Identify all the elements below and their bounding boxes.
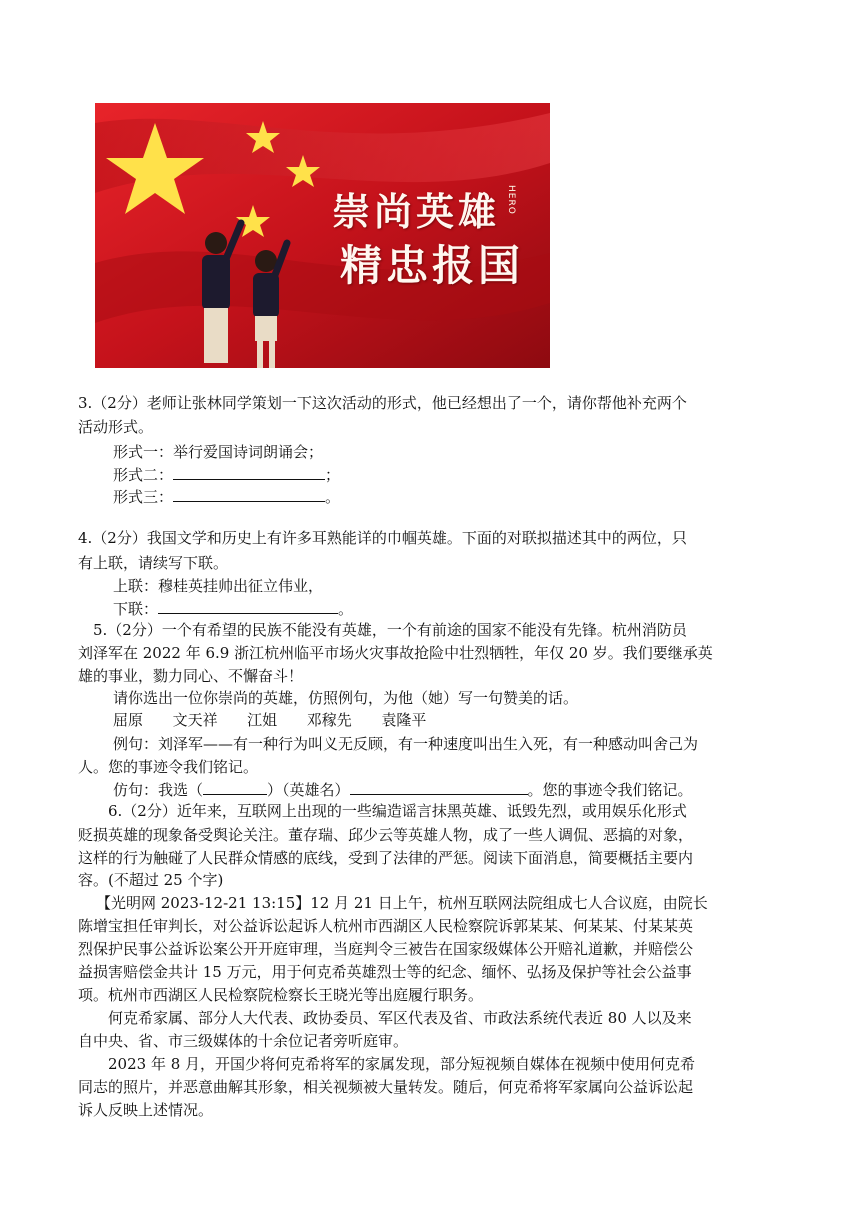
q3-form-2-end: ； xyxy=(325,466,341,484)
hero-name: 邓稼先 xyxy=(306,711,352,729)
hero-poster-image xyxy=(95,103,550,368)
q5-choice-blank[interactable] xyxy=(203,777,267,795)
q3-form-3-end: 。 xyxy=(325,488,341,506)
q4-lower-label: 下联： xyxy=(113,600,159,618)
slogan-line-1: 崇尚英雄 xyxy=(331,189,500,234)
q3-form-3-blank[interactable] xyxy=(173,484,325,502)
q5-sentence-blank[interactable] xyxy=(350,777,528,795)
q6-line-3: 这样的行为触碰了人民群众情感的底线，受到了法律的严惩。阅读下面消息，简要概括主要内 xyxy=(78,849,694,867)
q3-form-1: 形式一：举行爱国诗词朗诵会； xyxy=(113,443,324,461)
q6-news-line: 烈保护民事公益诉讼案公开开庭审理，当庭判令三被告在国家级媒体公开赔礼道歉，并赔偿公 xyxy=(78,940,694,958)
hero-name: 袁隆平 xyxy=(381,711,427,729)
q5-imitate-mid: ）（英雄名） xyxy=(267,781,350,799)
q6-news-line: 项。杭州市西湖区人民检察院检察长王晓光等出庭履行职务。 xyxy=(78,986,484,1004)
q3-form-3 xyxy=(113,484,827,509)
q6-line-2: 贬损英雄的现象备受舆论关注。董存瑞、邱少云等英雄人物，成了一些人调侃、恶搞的对象， xyxy=(78,826,694,844)
q6-line-4: 容。(不超过 25 个字) xyxy=(78,871,224,889)
hero-name: 屈原 xyxy=(113,711,144,729)
q5-line-4: 请你选出一位你崇尚的英雄，仿照例句，为他（她）写一句赞美的话。 xyxy=(113,689,579,707)
q4-lower-blank[interactable] xyxy=(158,596,338,614)
q3-form-3-label: 形式三： xyxy=(113,488,174,506)
q3-line-2: 活动形式。 xyxy=(78,418,154,436)
q4-lower-end: 。 xyxy=(338,600,354,618)
q5-line-3: 雄的事业，勠力同心、不懈奋斗！ xyxy=(78,667,304,685)
hero-tag: HERO xyxy=(506,185,516,215)
q4-line-2: 有上联，请续写下联。 xyxy=(78,554,229,572)
q5-imitate-end: 。您的事迹令我们铭记。 xyxy=(527,781,693,799)
q6-news-line: 2023 年 8 月，开国少将何克希将军的家属发现，部分短视频自媒体在视频中使用何克希 xyxy=(108,1055,696,1073)
q5-line-2: 刘泽军在 2022 年 6.9 浙江杭州临平市场火灾事故抢险中壮烈牺牲，年仅 20 岁。我们要继承英 xyxy=(78,644,713,662)
q4-line-1: 4.（2分）我国文学和历史上有许多耳熟能详的巾帼英雄。下面的对联拟描述其中的两位，只 xyxy=(78,529,687,547)
q5-hero-list xyxy=(113,708,827,732)
q3-form-2-label: 形式二： xyxy=(113,466,174,484)
q5-line-1: 5.（2分）一个有希望的民族不能没有英雄，一个有前途的国家不能没有先锋。杭州消防员 xyxy=(93,621,687,639)
q6-line-1: 6.（2分）近年来，互联网上出现的一些编造谣言抹黑英雄、诋毁先烈，或用娱乐化形式 xyxy=(108,802,687,820)
hero-name: 江姐 xyxy=(247,711,278,729)
q6-news-line: 益损害赔偿金共计 15 万元，用于何克希英雄烈士等的纪念、缅怀、弘扬及保护等社会公益事 xyxy=(78,963,692,981)
q3-form-2-blank[interactable] xyxy=(173,462,325,480)
q6-news-line: 陈增宝担任审判长，对公益诉讼起诉人杭州市西湖区人民检察院诉郭某某、何某某、付某某英 xyxy=(78,917,694,935)
q6-news-line: 诉人反映上述情况。 xyxy=(78,1101,214,1119)
q5-imitate-label: 仿句：我选（ xyxy=(113,781,204,799)
q6-news-line: 何克希家属、部分人大代表、政协委员、军区代表及省、市政法系统代表近 80 人以及来 xyxy=(108,1009,692,1027)
hero-name: 文天祥 xyxy=(172,711,218,729)
q6-news-line: 自中央、省、市三级媒体的十余位记者旁听庭审。 xyxy=(78,1032,409,1050)
q4-upper-couplet: 上联：穆桂英挂帅出征立伟业， xyxy=(113,577,324,595)
q5-example-2: 人。您的事迹令我们铭记。 xyxy=(78,758,259,776)
slogan-line-2: 精忠报国 xyxy=(339,241,524,290)
q6-news-line: 【光明网 2023-12-21 13:15】12 月 21 日上午，杭州互联网法院组成七人合议庭，由院长 xyxy=(96,894,708,912)
q3-line-1: 3.（2分）老师让张林同学策划一下这次活动的形式，他已经想出了一个，请你帮他补充两个 xyxy=(78,394,687,412)
q6-news-line: 同志的照片，并恶意曲解其形象，相关视频被大量转发。随后，何克希将军家属向公益诉讼起 xyxy=(78,1078,694,1096)
q5-example-1: 例句：刘泽军——有一种行为叫义无反顾，有一种速度叫出生入死，有一种感动叫舍己为 xyxy=(113,735,699,753)
